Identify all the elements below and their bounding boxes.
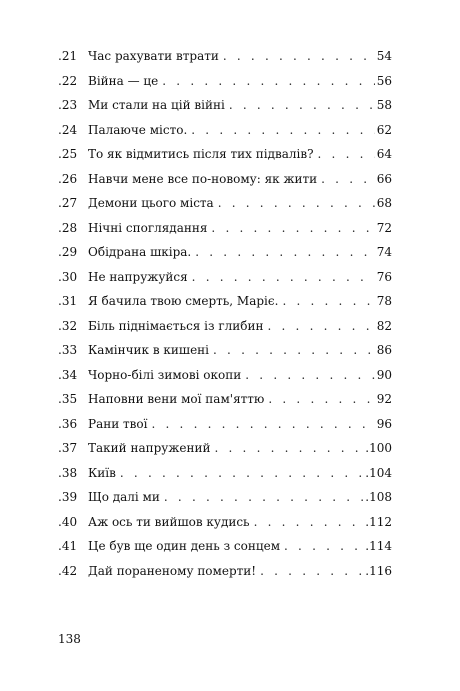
toc-entry-number: .31 (58, 294, 78, 308)
toc-entry-title: Палаюче місто. (88, 122, 188, 137)
toc-entry-number: .22 (58, 73, 78, 88)
toc-entry-page: 74 (376, 245, 392, 259)
leader-dots (213, 342, 375, 358)
toc-entry-number: .39 (58, 490, 78, 504)
toc-entry-page: 86 (376, 343, 392, 357)
toc-entry-number: .32 (58, 318, 78, 333)
toc-entry (58, 318, 392, 343)
toc-entry-title: То як відмитись після тих підвалів? (88, 147, 314, 161)
toc-entry-title: Це був ще один день з сонцем (88, 539, 281, 553)
toc-entry-title: Аж ось ти вийшов кудись (88, 514, 250, 529)
toc-entry-title: Ми стали на цій війні (88, 98, 225, 112)
toc-entry (58, 293, 392, 318)
toc-entry-title: Обідрана шкіра. (88, 245, 192, 259)
toc-entry-title: Не напружуйся (88, 269, 188, 284)
toc-entry-number: .24 (58, 122, 78, 137)
toc-entry (58, 171, 392, 196)
leader-dots (282, 293, 374, 309)
toc-entry-title: Камінчик в кишені (88, 343, 210, 357)
toc-entry-page: .114 (365, 539, 392, 553)
toc-entry-page: 54 (376, 49, 392, 63)
toc-entry-page: 62 (376, 122, 392, 137)
leader-dots (218, 195, 375, 211)
page-number: 138 (58, 632, 81, 646)
toc-entry-page: 92 (376, 392, 392, 406)
toc-entry-title: Київ (88, 465, 116, 480)
leader-dots (192, 269, 375, 285)
toc-entry-number: .36 (58, 416, 78, 431)
toc-entry-page: .108 (365, 490, 392, 504)
leader-dots (195, 244, 374, 260)
toc-entry-title: Що далі ми (88, 490, 160, 504)
toc-entry-page: 82 (376, 318, 392, 333)
toc-entry-number: .30 (58, 269, 78, 284)
toc-entry (58, 563, 392, 588)
leader-dots (191, 122, 374, 138)
leader-dots (211, 220, 374, 236)
toc-entry-page: 64 (376, 147, 392, 161)
leader-dots (223, 48, 375, 64)
toc-entry-title: Рани твої (88, 416, 148, 431)
toc-entry-title: Я бачила твою смерть, Маріє. (88, 294, 279, 308)
toc-entry-number: .42 (58, 563, 78, 578)
leader-dots (284, 538, 363, 554)
toc-entry-page: .104 (365, 465, 392, 480)
toc-entry-number: .26 (58, 171, 78, 186)
toc-entry-page: .116 (365, 563, 392, 578)
toc-entry-number: .41 (58, 539, 78, 553)
leader-dots (260, 563, 363, 579)
leader-dots (318, 146, 375, 162)
toc-entry-page: 78 (376, 294, 392, 308)
leader-dots (268, 391, 374, 407)
toc-entry-page: .100 (365, 441, 392, 455)
leader-dots (245, 367, 374, 383)
toc-entry-number: .40 (58, 514, 78, 529)
toc-entry-title: Наповни вени мої пам'яттю (88, 392, 265, 406)
leader-dots (321, 171, 375, 187)
toc-entry (58, 391, 392, 416)
toc-entry (58, 220, 392, 245)
toc-entry-number: .29 (58, 245, 78, 259)
toc-entry-number: .34 (58, 367, 78, 382)
toc-entry (58, 342, 392, 367)
toc-entry (58, 146, 392, 171)
toc-entry-title: Навчи мене все по-новому: як жити (88, 171, 318, 186)
toc-entry-title: Дай пораненому померти! (88, 563, 257, 578)
table-of-contents (58, 48, 392, 587)
toc-entry (58, 465, 392, 490)
leader-dots (254, 514, 364, 530)
toc-entry-title: Демони цього міста (88, 196, 214, 210)
toc-entry (58, 244, 392, 269)
toc-entry (58, 122, 392, 147)
leader-dots (164, 489, 363, 505)
toc-entry-page: 90 (376, 367, 392, 382)
toc-entry-number: .27 (58, 196, 78, 210)
toc-entry-title: Такий напружений (88, 441, 211, 455)
leader-dots (229, 97, 375, 113)
toc-entry-page: 96 (376, 416, 392, 431)
toc-entry-number: .28 (58, 220, 78, 235)
toc-entry-title: Війна — це (88, 73, 159, 88)
toc-entry-number: .21 (58, 49, 78, 63)
toc-entry (58, 195, 392, 220)
toc-entry-page: .112 (365, 514, 392, 529)
toc-entry (58, 269, 392, 294)
toc-entry (58, 538, 392, 563)
toc-entry-number: .33 (58, 343, 78, 357)
toc-entry (58, 489, 392, 514)
toc-entry-page: 56 (376, 73, 392, 88)
toc-entry (58, 73, 392, 98)
toc-entry-page: 72 (376, 220, 392, 235)
toc-entry (58, 514, 392, 539)
leader-dots (162, 73, 374, 89)
toc-entry-title: Чорно-білі зимові окопи (88, 367, 242, 382)
toc-entry-title: Біль піднімається із глибин (88, 318, 264, 333)
toc-entry-number: .23 (58, 98, 78, 112)
toc-entry (58, 416, 392, 441)
toc-entry (58, 48, 392, 73)
toc-entry-page: 58 (376, 98, 392, 112)
toc-entry-title: Час рахувати втрати (88, 49, 219, 63)
leader-dots (268, 318, 375, 334)
leader-dots (152, 416, 375, 432)
toc-entry-number: .38 (58, 465, 78, 480)
toc-entry (58, 97, 392, 122)
toc-entry-title: Нічні споглядання (88, 220, 208, 235)
toc-entry-number: .35 (58, 392, 78, 406)
toc-entry-page: 68 (376, 196, 392, 210)
toc-entry-page: 66 (376, 171, 392, 186)
toc-entry-number: .37 (58, 441, 78, 455)
toc-entry-number: .25 (58, 147, 78, 161)
leader-dots (215, 440, 364, 456)
toc-entry (58, 440, 392, 465)
toc-entry-page: 76 (376, 269, 392, 284)
toc-entry (58, 367, 392, 392)
leader-dots (120, 465, 363, 481)
